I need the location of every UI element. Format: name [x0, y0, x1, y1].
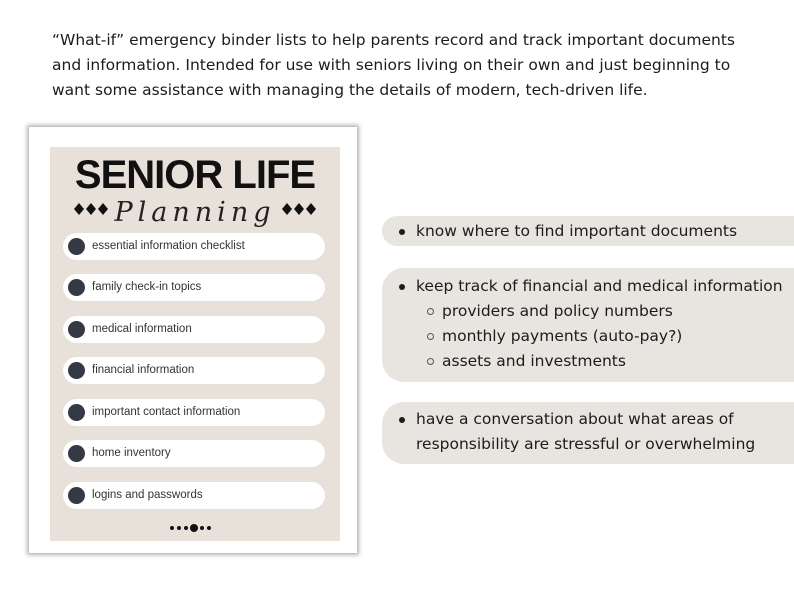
bullet-dot-icon	[68, 487, 85, 504]
callout-bullet	[382, 274, 794, 299]
bullet-dot-icon	[68, 404, 85, 421]
callout-text: know where to find important documents	[416, 222, 738, 240]
checklist-item-label: important contact information	[92, 406, 241, 418]
document-subtitle: Planning	[114, 197, 276, 228]
document-title: SENIOR LIFE	[74, 153, 316, 197]
callout-text: keep track of financial and medical information	[416, 277, 783, 295]
bullet-dot-icon	[399, 284, 405, 290]
callout-financial-medical	[382, 268, 794, 382]
callout-text: have a conversation about what areas of responsibility are stressful or overwhelming	[416, 410, 756, 453]
checklist-item-label: medical information	[92, 323, 192, 335]
intro-paragraph: “What-if” emergency binder lists to help parents record and track important documents and information. Intended for use with seniors living on their own and just beginning to want some assistance with managing the details of modern, tech-driven life.	[52, 31, 735, 99]
page-dots-icon	[169, 523, 217, 533]
checklist-item	[63, 357, 325, 384]
checklist-item-label: home inventory	[92, 447, 171, 459]
bullet-dot-icon	[68, 362, 85, 379]
callout-sub-text: assets and investments	[442, 352, 626, 370]
checklist-item	[63, 399, 325, 426]
callout-sub-text: providers and policy numbers	[442, 302, 673, 320]
bullet-dot-icon	[68, 238, 85, 255]
checklist-item	[63, 274, 325, 301]
callout-sub-bullet	[382, 324, 794, 349]
circle-outline-icon	[427, 358, 434, 365]
checklist-item-label: essential information checklist	[92, 240, 245, 252]
checklist-item-label: family check-in topics	[92, 281, 202, 293]
checklist-item	[63, 316, 325, 343]
bullet-dot-icon	[399, 417, 405, 423]
callout-sub-bullet	[382, 299, 794, 324]
callout-conversation	[382, 402, 794, 464]
circle-outline-icon	[427, 308, 434, 315]
bullet-dot-icon	[399, 229, 405, 235]
checklist-item-label: logins and passwords	[92, 489, 203, 501]
checklist-item	[63, 233, 325, 260]
checklist-item-label: financial information	[92, 364, 195, 376]
callout-bullet	[382, 407, 794, 457]
document-panel	[50, 147, 340, 541]
checklist-item	[63, 482, 325, 509]
diamonds-left-icon	[74, 203, 108, 215]
checklist-item	[63, 440, 325, 467]
callout-bullet	[382, 219, 794, 244]
callout-documents	[382, 216, 794, 246]
callout-sub-bullet	[382, 349, 794, 374]
bullet-dot-icon	[68, 321, 85, 338]
bullet-dot-icon	[68, 445, 85, 462]
diamonds-right-icon	[282, 203, 316, 215]
document-preview	[29, 127, 357, 553]
bullet-dot-icon	[68, 279, 85, 296]
callout-sub-text: monthly payments (auto-pay?)	[442, 327, 683, 345]
circle-outline-icon	[427, 333, 434, 340]
